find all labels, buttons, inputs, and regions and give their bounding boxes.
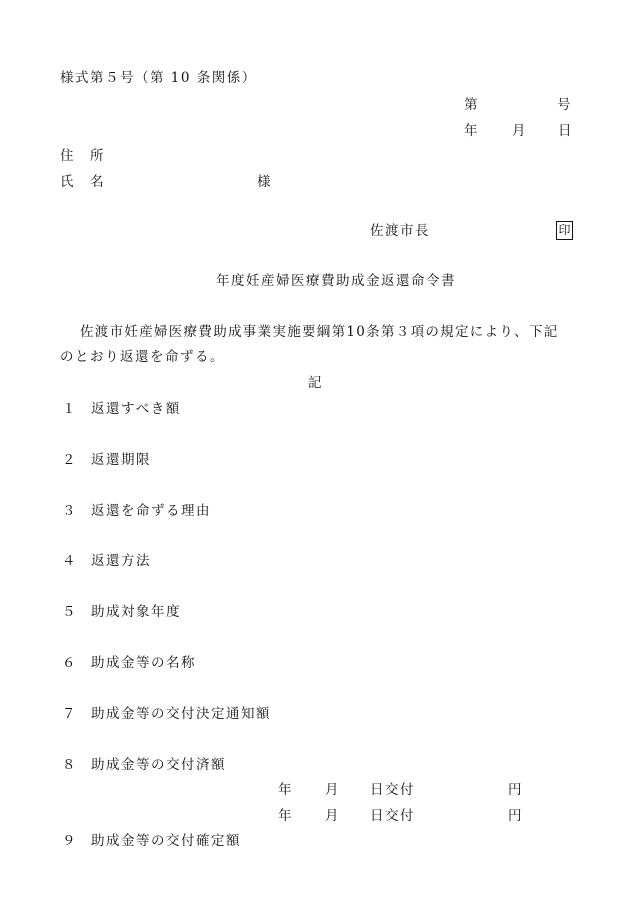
payment-year: 年 [278, 808, 293, 824]
payment-month: 月 [325, 808, 340, 824]
payment-yen: 円 [508, 808, 523, 824]
date-month: 月 [512, 123, 527, 139]
item-label: 助成金等の交付決定通知額 [91, 706, 271, 722]
payment-yen: 円 [508, 782, 523, 798]
issuer-title: 佐渡市長 [370, 223, 430, 239]
body-line-1: 佐渡市妊産婦医療費助成事業実施要綱第10条第３項の規定により、下記 [80, 324, 559, 340]
seal-text: 印 [558, 223, 571, 237]
item-label: 助成対象年度 [91, 604, 181, 620]
form-number: 様式第５号（第 10 条関係） [60, 70, 257, 86]
document-number-dai: 第 [464, 97, 479, 113]
item-number: ４ [62, 553, 77, 569]
item-number: ２ [62, 452, 77, 468]
item-number: １ [62, 401, 77, 417]
item-label: 返還を命ずる理由 [91, 503, 211, 519]
item-number: ３ [62, 503, 77, 519]
item-label: 助成金等の交付確定額 [91, 833, 241, 849]
document-number-go: 号 [557, 97, 572, 113]
ki-heading: 記 [308, 375, 323, 391]
item-label: 返還方法 [91, 553, 151, 569]
name-label: 氏 名 [60, 174, 105, 190]
item-number: ６ [62, 655, 77, 671]
payment-day: 日交付 [370, 808, 415, 824]
date-year: 年 [464, 123, 479, 139]
address-label: 住 所 [60, 148, 105, 164]
payment-month: 月 [325, 782, 340, 798]
honorific: 様 [257, 174, 272, 190]
item-number: ５ [62, 604, 77, 620]
body-line-2: のとおり返還を命ずる。 [60, 349, 225, 365]
payment-day: 日交付 [370, 782, 415, 798]
item-label: 助成金等の交付済額 [91, 757, 226, 773]
date-day: 日 [558, 123, 573, 139]
item-number: ７ [62, 706, 77, 722]
payment-year: 年 [278, 782, 293, 798]
item-label: 助成金等の名称 [91, 655, 196, 671]
seal-mark [556, 221, 573, 240]
item-number: ８ [62, 757, 77, 773]
item-label: 返還期限 [91, 452, 151, 468]
item-number: ９ [62, 833, 77, 849]
document-title: 年度妊産婦医療費助成金返還命令書 [216, 273, 456, 289]
item-label: 返還すべき額 [91, 401, 181, 417]
